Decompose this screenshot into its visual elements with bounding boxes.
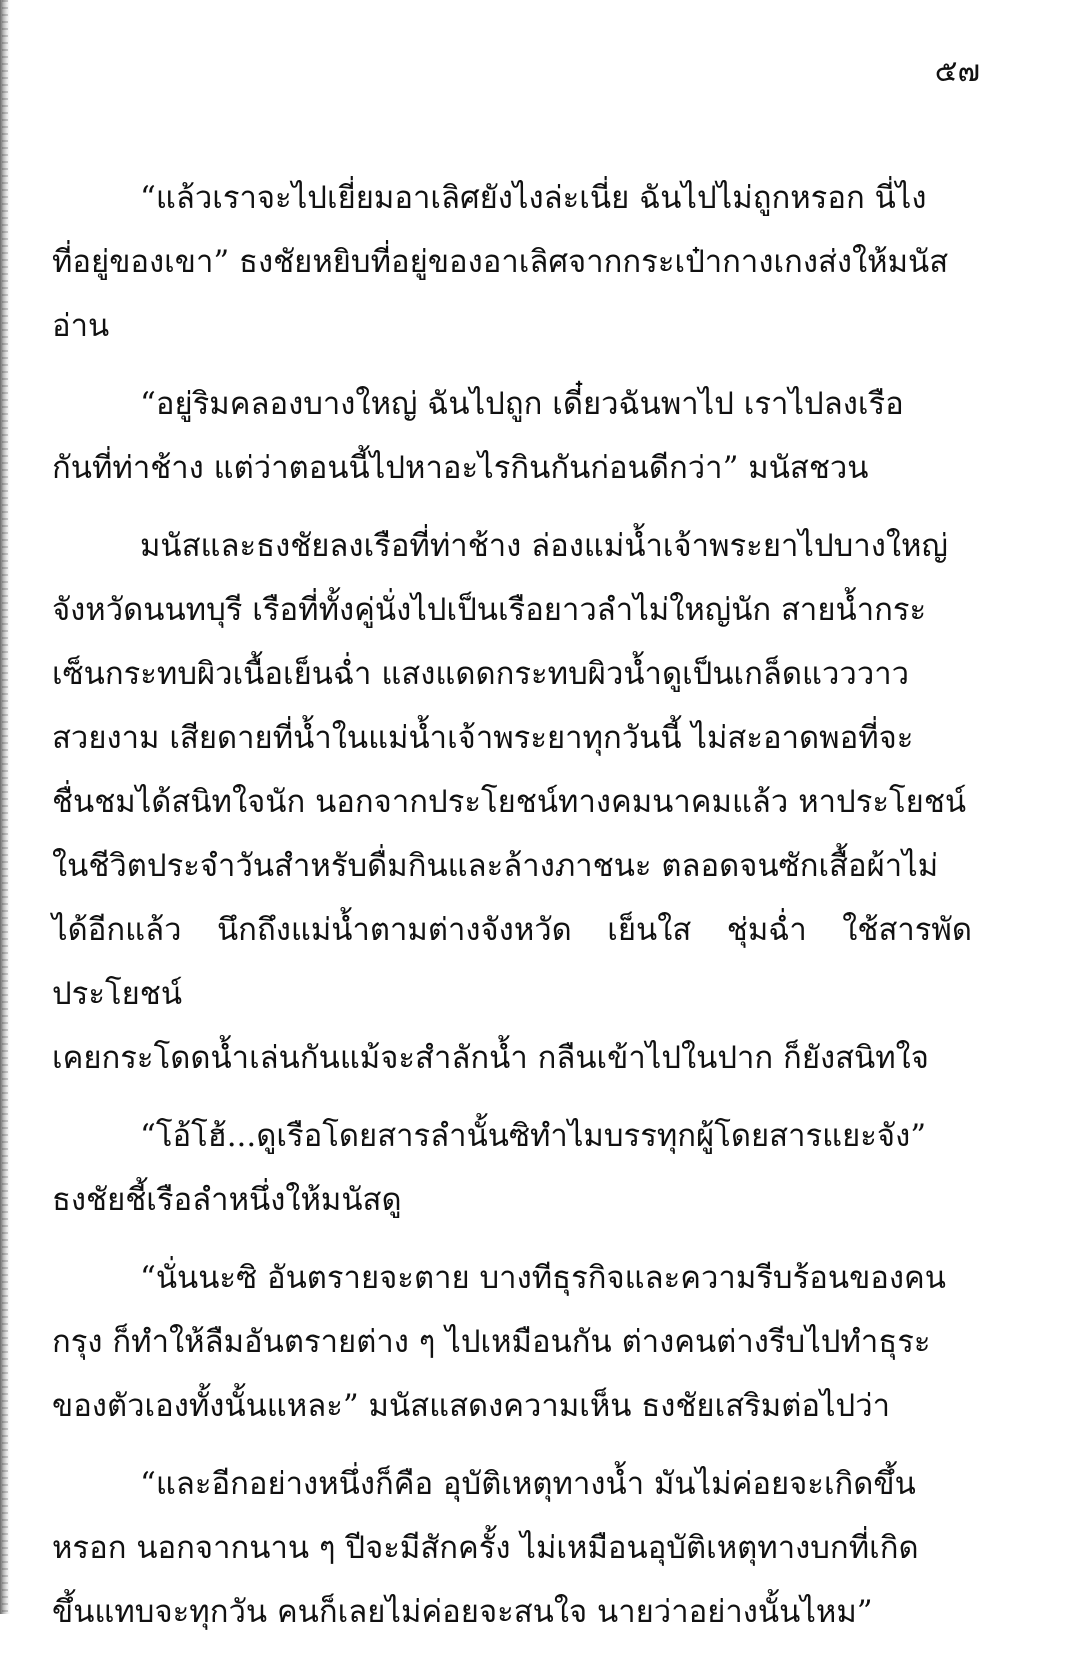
- paragraph: [52, 514, 972, 1090]
- line-text: สวยงาม เสียดายที่น้ำในแม่น้ำเจ้าพระยาทุกวันนี้ ไม่สะอาดพอที่จะ: [52, 720, 914, 756]
- text-line: [52, 706, 972, 770]
- line-text: เคยกระโดดน้ำเล่นกันแม้จะสำลักน้ำ กลืนเข้าไปในปาก ก็ยังสนิทใจ: [52, 1040, 929, 1076]
- line-text: ขึ้นแทบจะทุกวัน คนก็เลยไม่ค่อยจะสนใจ นายว่าอย่างนั้นไหม”: [52, 1594, 873, 1630]
- paragraph: [52, 1104, 972, 1232]
- text-line: [52, 1168, 972, 1232]
- text-line: [52, 1516, 972, 1580]
- line-text: ชื่นชมได้สนิทใจนัก นอกจากประโยชน์ทางคมนาคมแล้ว หาประโยชน์: [52, 784, 967, 820]
- text-line: [52, 898, 972, 1026]
- line-text: มนัสและธงชัยลงเรือที่ท่าช้าง ล่องแม่น้ำเจ้าพระยาไปบางใหญ่: [140, 528, 948, 564]
- text-line: [52, 372, 972, 436]
- line-text: กันที่ท่าช้าง แต่ว่าตอนนี้ไปหาอะไรกินกันก่อนดีกว่า” มนัสชวน: [52, 450, 869, 486]
- text-line: [52, 166, 972, 230]
- page-number: ๕๗: [934, 54, 980, 89]
- text-line: [52, 294, 972, 358]
- line-text: ของตัวเองทั้งนั้นแหละ” มนัสแสดงความเห็น ธงชัยเสริมต่อไปว่า: [52, 1388, 891, 1424]
- paragraph: [52, 166, 972, 358]
- line-text: จังหวัดนนทบุรี เรือที่ทั้งคู่นั่งไปเป็นเรือยาวลำไม่ใหญ่นัก สายน้ำกระ: [52, 592, 927, 628]
- text-line: [52, 436, 972, 500]
- line-text: เซ็นกระทบผิวเนื้อเย็นฉ่ำ แสงแดดกระทบผิวน้ำดูเป็นเกล็ดแวววาว: [52, 656, 910, 692]
- line-text: ธงชัยชี้เรือลำหนึ่งให้มนัสดู: [52, 1182, 402, 1218]
- text-line: [52, 834, 972, 898]
- line-text: กรุง ก็ทำให้ลืมอันตรายต่าง ๆ ไปเหมือนกัน ต่างคนต่างรีบไปทำธุระ: [52, 1324, 931, 1360]
- line-text: ได้อีกแล้ว นึกถึงแม่น้ำตามต่างจังหวัด เย็นใส ชุ่มฉ่ำ ใช้สารพัดประโยชน์: [52, 912, 972, 1012]
- paragraph: [52, 1246, 972, 1438]
- line-text: ที่อยู่ของเขา” ธงชัยหยิบที่อยู่ของอาเลิศจากกระเป๋ากางเกงส่งให้มนัส: [52, 244, 949, 280]
- text-line: [52, 578, 972, 642]
- text-line: [52, 1026, 972, 1090]
- text-line: [52, 514, 972, 578]
- line-text: “แล้วเราจะไปเยี่ยมอาเลิศยังไงล่ะเนี่ย ฉันไปไม่ถูกหรอก นี่ไง: [140, 180, 927, 216]
- paragraph: [52, 372, 972, 500]
- line-text: “โอ้โฮ้...ดูเรือโดยสารลำนั้นซิทำไมบรรทุกผู้โดยสารแยะจัง”: [140, 1118, 927, 1154]
- line-text: ในชีวิตประจำวันสำหรับดื่มกินและล้างภาชนะ ตลอดจนซักเสื้อผ้าไม่: [52, 848, 939, 884]
- text-line: [52, 1310, 972, 1374]
- line-text: “อยู่ริมคลองบางใหญ่ ฉันไปถูก เดี๋ยวฉันพาไป เราไปลงเรือ: [140, 386, 904, 422]
- line-text: “และอีกอย่างหนึ่งก็คือ อุบัติเหตุทางน้ำ มันไม่ค่อยจะเกิดขึ้น: [140, 1466, 916, 1502]
- text-line: [52, 1104, 972, 1168]
- line-text: หรอก นอกจากนาน ๆ ปีจะมีสักครั้ง ไม่เหมือนอุบัติเหตุทางบกที่เกิด: [52, 1530, 919, 1566]
- text-line: [52, 642, 972, 706]
- text-line: [52, 230, 972, 294]
- scan-edge-speckle: [2, 0, 8, 1614]
- paragraph: [52, 1452, 972, 1644]
- line-text: “นั่นนะซิ อันตรายจะตาย บางทีธุรกิจและความรีบร้อนของคน: [140, 1260, 946, 1296]
- body-text: [52, 166, 972, 1658]
- text-line: [52, 1452, 972, 1516]
- text-line: [52, 1374, 972, 1438]
- text-line: [52, 770, 972, 834]
- text-line: [52, 1246, 972, 1310]
- line-text: อ่าน: [52, 308, 110, 344]
- text-line: [52, 1580, 972, 1644]
